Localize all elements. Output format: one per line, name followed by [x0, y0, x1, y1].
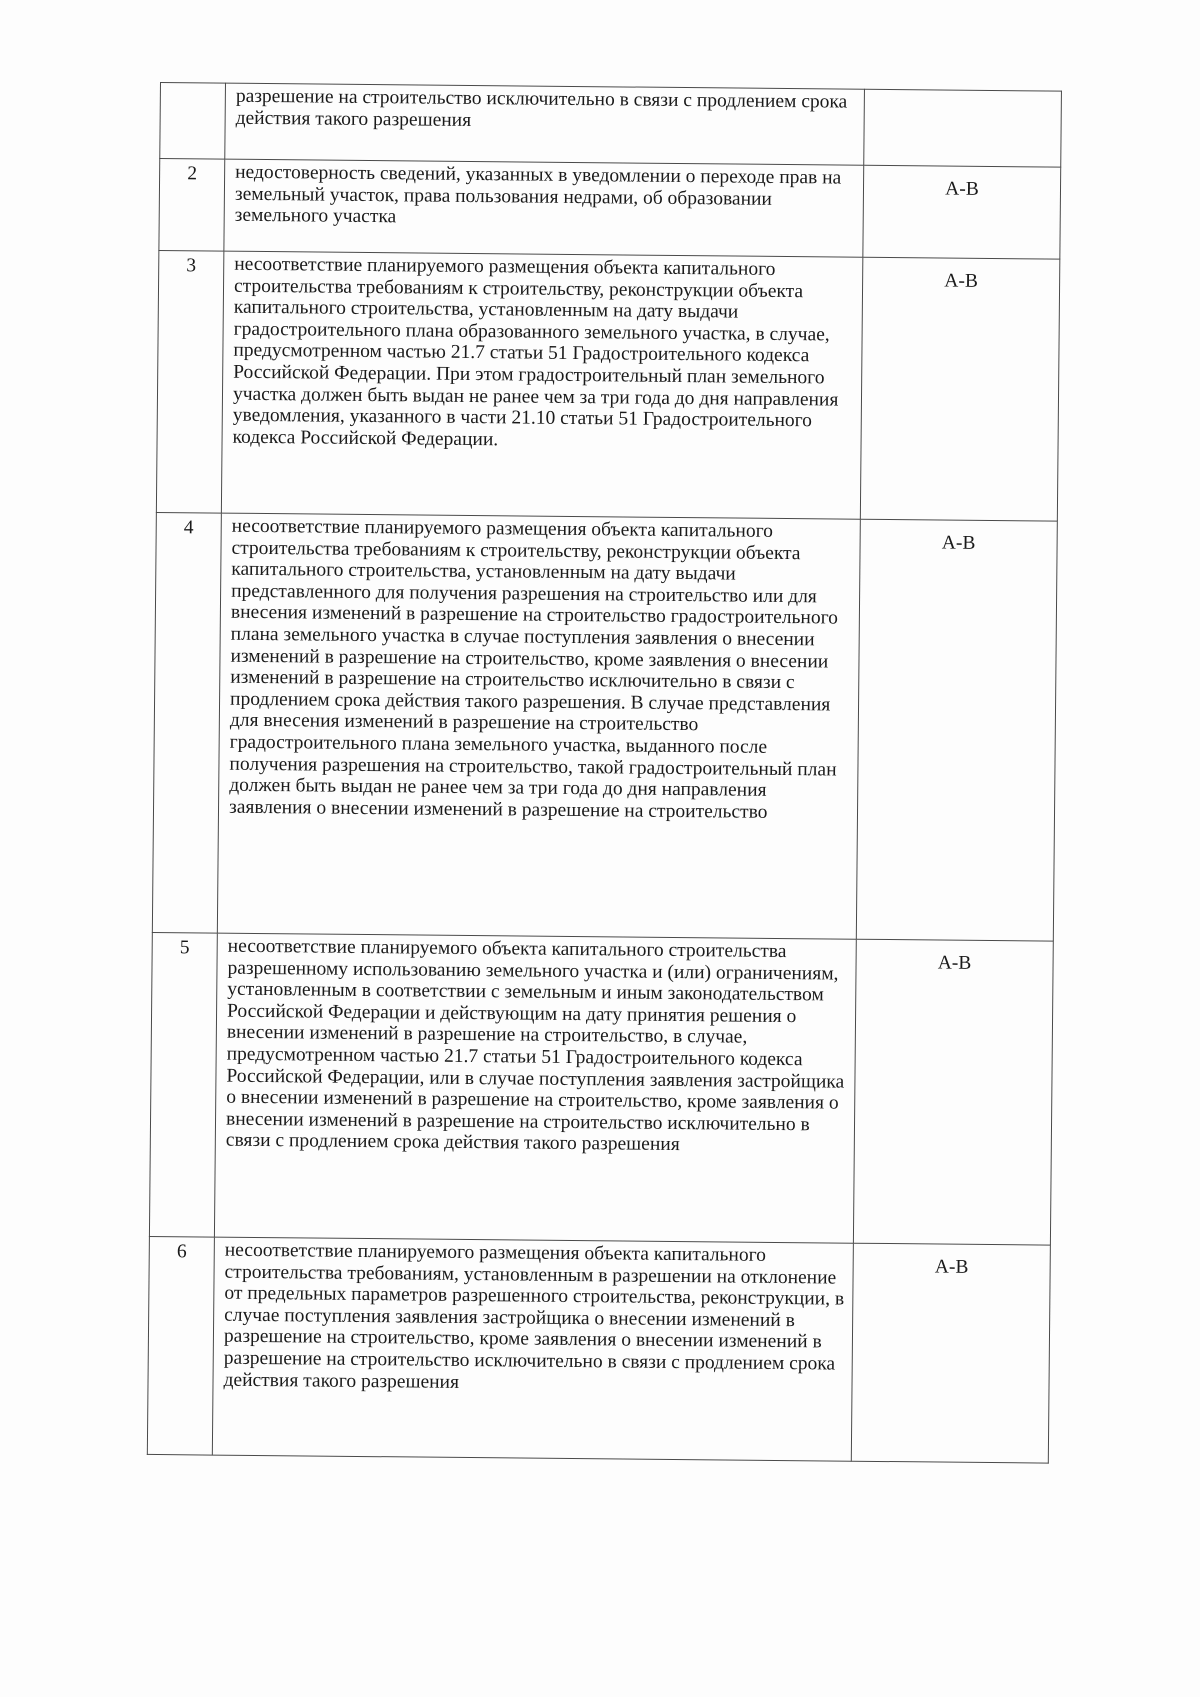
row-number: 4 [152, 512, 221, 933]
table-row [160, 83, 1062, 168]
row-code: А-В [853, 939, 1053, 1245]
row-code: А-В [856, 519, 1057, 941]
table-row [152, 512, 1057, 941]
row-text-content: несоответствие планируемого размещения объекта капитального строительства требованиям к строительству, реконструкции объекта капитального строительства, установленным на дату выдачи представленного для получения разрешения на строительство или для внесения изменений в разрешение на строительство градостроительного плана земельного участка в случае поступления заявления о внесении изменений в разрешение на строительство, кроме заявления о внесении изменений в разрешение на строительство исключительно в связи с продлением срока действия такого разрешения. В случае представления для внесения изменений в разрешение на строительство градостроительного плана земельного участка, выданного после получения разрешения на строительство, такой градостроительный план должен быть выдан не ранее чем за три года до дня направления заявления о внесении изменений в разрешение на строительство [228, 515, 838, 823]
table-row [159, 159, 1061, 260]
row-text [217, 513, 860, 939]
row-text-content: несоответствие планируемого размещения объекта капитального строительства требованиям к строительству, реконструкции объекта капитального строительства, установленным на дату выдачи градостроительного плана образованного земельного участка, в случае, предусмотренном частью 21.7 статьи 51 Градостроительного кодекса Российской Федерации. При этом градостроительный план земельного участка должен быть выдан не ранее чем за три года до дня направления уведомления, указанного в части 21.10 статьи 51 Градостроительного кодекса Российской Федерации. [232, 253, 839, 451]
table-row [149, 932, 1053, 1245]
row-code: А-В [860, 257, 1060, 521]
row-text-content: разрешение на строительство исключительно в связи с продлением срока действия такого разрешения [235, 85, 848, 131]
row-text [214, 933, 856, 1243]
row-number [160, 83, 226, 160]
row-number: 5 [149, 932, 217, 1237]
row-code: А-В [851, 1243, 1050, 1463]
table-row [147, 1236, 1050, 1463]
row-text [224, 159, 864, 257]
row-text [225, 83, 865, 165]
row-text-content: несоответствие планируемого объекта капитального строительства разрешенному использованию земельного участка и (или) ограничениям, установленным в соответствии с земельным и иным законодательством Российской Федерации и действующим на дату принятия решения о внесении изменений в разрешение на строительство, в случае, предусмотренном частью 21.7 статьи 51 Градостроительного кодекса Российской Федерации, или в случае поступления заявления застройщика о внесении изменений в разрешение на строительство, кроме заявления о внесении изменений в разрешение на строительство исключительно в связи с продлением срока действия такого разрешения [225, 935, 845, 1156]
row-code [864, 89, 1062, 167]
row-number: 6 [147, 1236, 214, 1455]
criteria-table [147, 82, 1062, 1464]
row-text [212, 1237, 853, 1461]
row-number: 3 [156, 250, 224, 513]
row-text [221, 251, 862, 519]
table-row [156, 250, 1059, 521]
row-number: 2 [159, 159, 225, 252]
row-code: А-В [863, 165, 1061, 259]
row-text-content: несоответствие планируемого размещения объекта капитального строительства требованиям, установленным в разрешении на отклонение от предельных параметров разрешенного строительства, реконструкции, в случае поступления заявления застройщика о внесении изменений в разрешение на строительство, кроме заявления о внесении изменений в разрешение на строительство исключительно в связи с продлением срока действия такого разрешения [223, 1239, 845, 1393]
row-text-content: недостоверность сведений, указанных в уведомлении о переходе прав на земельный участок, права пользования недрами, об образовании земельного участка [234, 161, 842, 228]
